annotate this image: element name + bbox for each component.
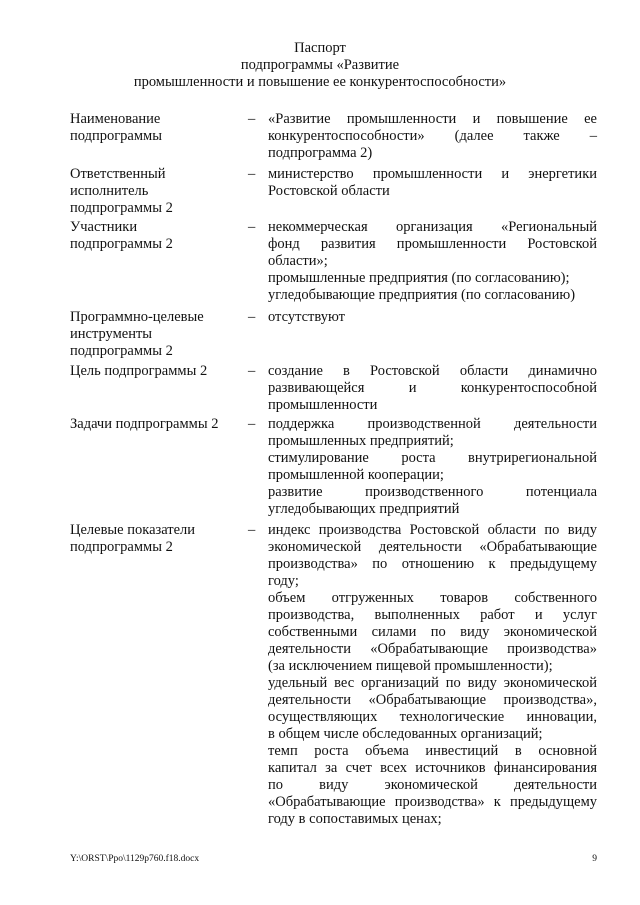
row-content-line: осуществляющих технологические инновации,: [268, 709, 597, 725]
row-label-line: Ответственный: [70, 166, 166, 182]
row-content-line: развивающейся и конкурентоспособной: [268, 380, 597, 396]
passport-row-indicators: [70, 522, 597, 828]
row-dash: –: [248, 522, 256, 538]
row-label: [70, 309, 248, 360]
row-content-line: производства, выполненных работ и услуг: [268, 607, 597, 623]
row-content-line: «Обрабатывающие производства» к предыдущему: [268, 794, 597, 810]
row-label: [70, 111, 248, 145]
row-label-line: Наименование: [70, 111, 161, 127]
row-label-line: подпрограммы: [70, 128, 162, 144]
title-line-1: Паспорт: [294, 40, 346, 56]
row-dash: –: [248, 309, 256, 325]
row-content-line: капитал за счет всех источников финансирования: [268, 760, 597, 776]
passport-row-participants: [70, 219, 597, 304]
passport-row-instruments: [70, 309, 597, 360]
row-content-line: собственными силами по виду экономической: [268, 624, 597, 640]
row-content-line: удельный вес организаций по виду экономической: [268, 675, 597, 691]
document-title: [0, 40, 640, 91]
row-label-line: подпрограммы 2: [70, 200, 173, 216]
row-content-line: индекс производства Ростовской области по виду: [268, 522, 597, 538]
row-content: [268, 522, 597, 828]
row-content-line: отсутствуют: [268, 309, 345, 325]
row-content-line: году в сопоставимых ценах;: [268, 811, 442, 827]
row-content-line: в общем числе обследованных организаций;: [268, 726, 543, 742]
title-line-3: промышленности и повышение ее конкурентоспособности»: [133, 74, 507, 90]
row-content: [268, 166, 597, 200]
row-content-line: производства» по отношению к предыдущему: [268, 556, 597, 572]
page-footer: [70, 854, 597, 865]
row-content-line: создание в Ростовской области динамично: [268, 363, 597, 379]
passport-table: [70, 111, 597, 828]
title-line-2: подпрограммы «Развитие: [240, 57, 400, 73]
row-label: [70, 522, 248, 556]
row-content: [268, 309, 597, 326]
row-content-line: экономической деятельности «Обрабатывающие: [268, 539, 597, 555]
row-label: [70, 416, 248, 433]
row-content-line: конкурентоспособности» (далее также –: [268, 128, 597, 144]
passport-row-executor: [70, 166, 597, 217]
row-content-line: «Развитие промышленности и повышение ее: [268, 111, 597, 127]
row-label-line: подпрограммы 2: [70, 236, 173, 252]
row-label-line: подпрограммы 2: [70, 539, 173, 555]
row-content-line: деятельности «Обрабатывающие производства»: [268, 641, 597, 657]
row-content-line: области»;: [268, 253, 328, 269]
row-content-line: стимулирование роста внутрирегиональной: [268, 450, 597, 466]
row-content: [268, 416, 597, 518]
row-dash: –: [248, 416, 256, 432]
row-label-line: Задачи подпрограммы 2: [70, 416, 219, 432]
row-content: [268, 363, 597, 414]
row-content-line: промышленные предприятия (по согласованию);: [268, 270, 570, 286]
row-label-line: Целевые показатели: [70, 522, 196, 538]
row-content-line: министерство промышленности и энергетики: [268, 166, 597, 182]
row-label-line: Участники: [70, 219, 138, 235]
row-content-line: промышленных предприятий;: [268, 433, 454, 449]
row-content-line: фонд развития промышленности Ростовской: [268, 236, 597, 252]
row-dash: –: [248, 219, 256, 235]
file-path: Y:\ORST\Ppo\1129p760.f18.docx: [70, 854, 200, 864]
row-label-line: исполнитель: [70, 183, 149, 199]
row-content-line: угледобывающие предприятия (по согласованию): [268, 287, 576, 303]
row-content-line: темп роста объема инвестиций в основной: [268, 743, 597, 759]
row-content-line: подпрограмма 2): [268, 145, 373, 161]
row-label: [70, 363, 248, 380]
row-content-line: деятельности «Обрабатывающие производства»,: [268, 692, 597, 708]
row-content-line: промышленной кооперации;: [268, 467, 444, 483]
page-number: 9: [592, 854, 597, 864]
row-content-line: (за исключением пищевой промышленности);: [268, 658, 553, 674]
row-content-line: по виду экономической деятельности: [268, 777, 597, 793]
row-dash: –: [248, 363, 256, 379]
row-label: [70, 166, 248, 217]
row-dash: –: [248, 166, 256, 182]
passport-row-name: [70, 111, 597, 162]
row-dash: –: [248, 111, 256, 127]
row-label-line: Цель подпрограммы 2: [70, 363, 208, 379]
row-label: [70, 219, 248, 253]
row-content-line: году;: [268, 573, 299, 589]
row-content-line: развитие производственного потенциала: [268, 484, 597, 500]
row-label-line: подпрограммы 2: [70, 343, 173, 359]
row-content-line: поддержка производственной деятельности: [268, 416, 597, 432]
row-label-line: инструменты: [70, 326, 153, 342]
passport-row-goal: [70, 363, 597, 414]
row-content-line: промышленности: [268, 397, 378, 413]
row-label-line: Программно-целевые: [70, 309, 204, 325]
row-content: [268, 219, 597, 304]
row-content-line: угледобывающих предприятий: [268, 501, 460, 517]
passport-row-tasks: [70, 416, 597, 518]
row-content-line: объем отгруженных товаров собственного: [268, 590, 597, 606]
row-content-line: некоммерческая организация «Региональный: [268, 219, 597, 235]
row-content-line: Ростовской области: [268, 183, 390, 199]
row-content: [268, 111, 597, 162]
